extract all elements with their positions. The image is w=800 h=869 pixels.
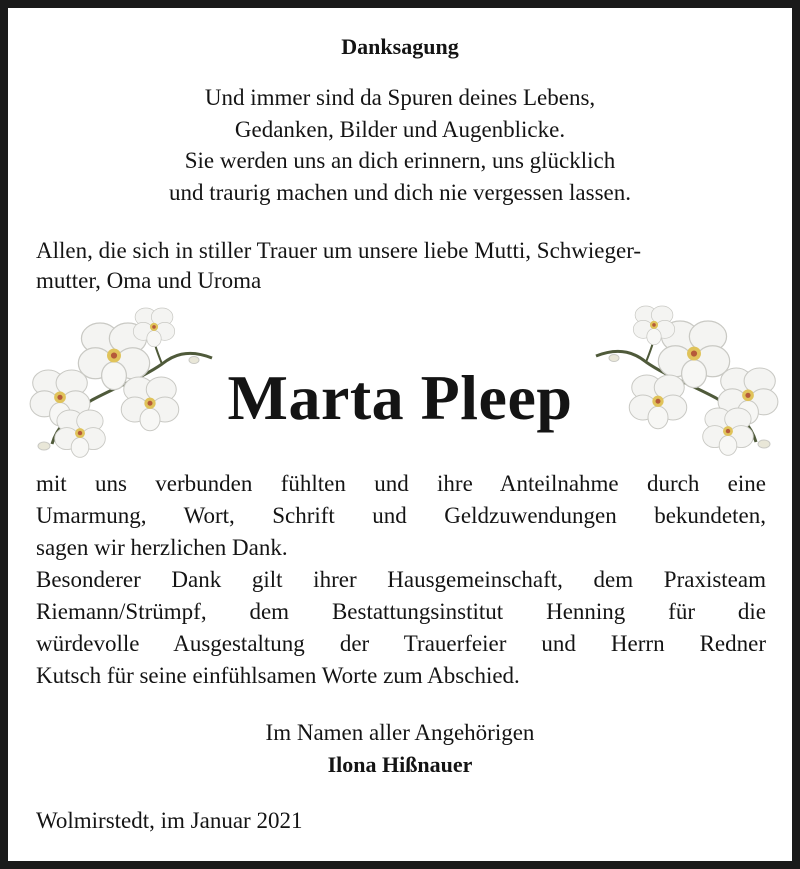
memorial-poem (8, 82, 792, 208)
thanks-line: sagen wir herzlichen Dank. (36, 535, 288, 560)
poem-line: Und immer sind da Spuren deines Lebens, (204, 85, 596, 110)
intro-line: mutter, Oma und Uroma (36, 268, 262, 293)
notice-heading: Danksagung (341, 34, 459, 59)
thanks-line: Besonderer Dank gilt ihrer Hausgemeinschaft, dem Praxisteam (36, 567, 766, 592)
thanks-line: würdevolle Ausgestaltung der Trauerfeier und Herrn Redner (36, 631, 766, 656)
signature-lead: Im Namen aller Angehörigen (265, 720, 535, 745)
poem-line: Gedanken, Bilder und Augenblicke. (234, 116, 566, 142)
thanks-text (36, 468, 766, 692)
deceased-name: Marta Pleep (227, 362, 573, 433)
signature-name: Ilona Hißnauer (327, 752, 473, 777)
place-date: Wolmirstedt, im Januar 2021 (36, 808, 303, 833)
thanks-line: Kutsch für seine einfühlsamen Worte zum Abschied. (36, 663, 520, 688)
thanks-line: Riemann/Strümpf, dem Bestattungsinstitut Henning für die (36, 599, 766, 624)
thanks-line: Umarmung, Wort, Schrift und Geldzuwendungen bekundeten, (36, 503, 766, 528)
intro-line: Allen, die sich in stiller Trauer um unsere liebe Mutti, Schwieger- (36, 238, 642, 263)
intro-text (36, 236, 766, 296)
obituary-notice (8, 8, 792, 861)
thanks-line: mit uns verbunden fühlten und ihre Anteilnahme durch eine (36, 471, 766, 496)
poem-line: und traurig machen und dich nie vergessen lassen. (169, 179, 631, 205)
poem-line: Sie werden uns an dich erinnern, uns glücklich (184, 148, 616, 173)
